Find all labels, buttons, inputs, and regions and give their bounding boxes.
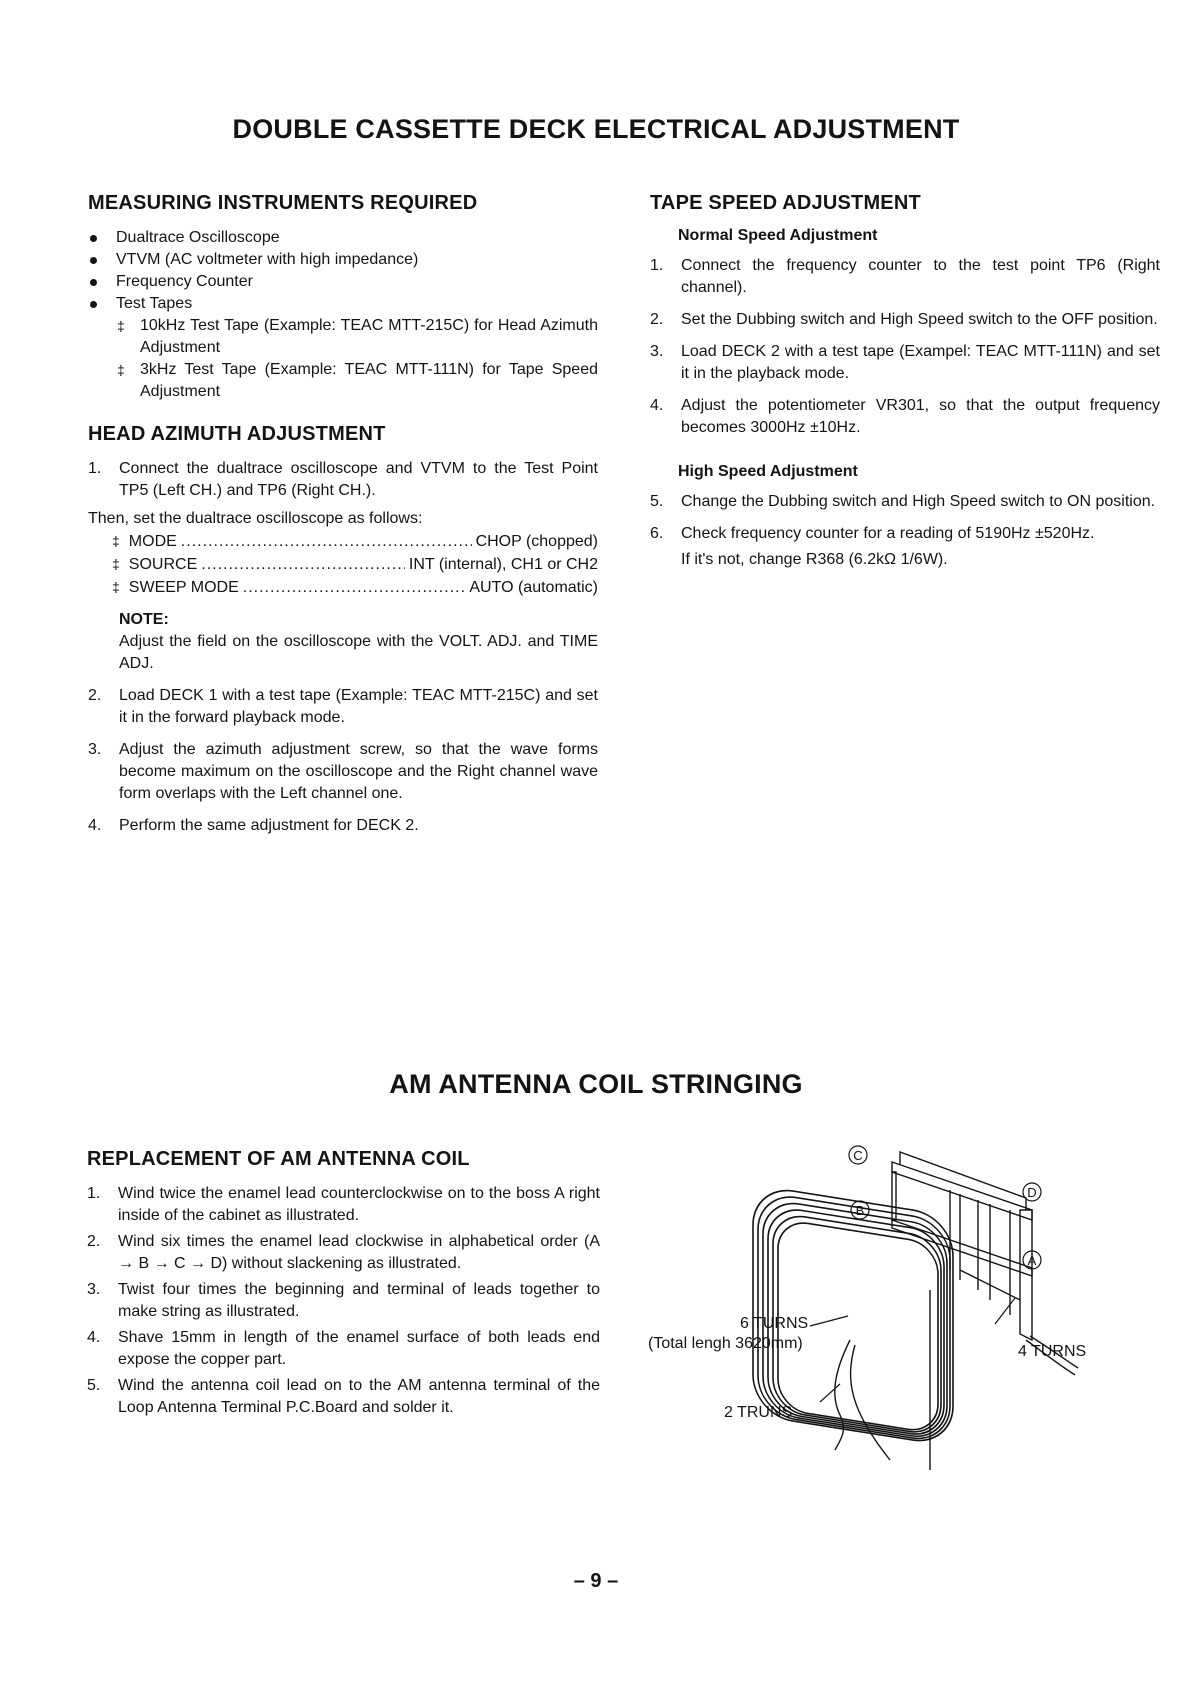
high-speed-note: If it's not, change R368 (6.2kΩ 1/6W). — [681, 551, 948, 568]
step-text: Change the Dubbing switch and High Speed switch to ON position. — [681, 493, 1156, 510]
test-tape-list — [116, 315, 598, 403]
list-item — [87, 1327, 600, 1371]
then-text: Then, set the dualtrace oscilloscope as follows: — [88, 510, 423, 527]
step-number: 1. — [88, 460, 102, 477]
step-number: 5. — [87, 1377, 101, 1394]
list-item — [88, 815, 598, 837]
leader-lines — [810, 1298, 1015, 1402]
step-number: 1. — [87, 1185, 101, 1202]
leader-dots — [181, 531, 472, 553]
step-text: Load DECK 2 with a test tape (Exampel: TEAC MTT-111N) and set it in the playback mode. — [681, 343, 1160, 382]
list-item: Dualtrace Oscilloscope — [88, 227, 598, 249]
list-item — [650, 309, 1160, 331]
high-speed-heading: High Speed Adjustment — [678, 463, 858, 480]
step-text: Twist four times the beginning and terminal of leads together to make string as illustrated. — [118, 1281, 600, 1320]
mode-row — [112, 553, 598, 576]
mode-name: SWEEP MODE — [128, 579, 239, 596]
mode-value: INT (internal), CH1 or CH2 — [408, 556, 598, 573]
azimuth-steps — [88, 458, 598, 502]
list-item — [650, 523, 1160, 545]
page-number: – 9 – — [573, 1570, 619, 1592]
list-item: VTVM (AC voltmeter with high impedance) — [88, 249, 598, 271]
step-text: Connect the dualtrace oscilloscope and VTVM to the Test Point TP5 (Left CH.) and TP6 (Right CH.). — [119, 460, 598, 499]
label-a: A — [1027, 1253, 1037, 1268]
antenna-heading: REPLACEMENT OF AM ANTENNA COIL — [87, 1148, 470, 1170]
label-c: C — [853, 1148, 863, 1163]
step-text: Adjust the azimuth adjustment screw, so that the wave forms become maximum on the oscilloscope and the Right channel wave form overlaps with the Left channel one. — [119, 741, 598, 802]
azimuth-heading: HEAD AZIMUTH ADJUSTMENT — [88, 423, 386, 445]
step-number: 1. — [650, 257, 664, 274]
boss-d-label — [1023, 1183, 1041, 1201]
list-item — [88, 458, 598, 502]
step-number: 3. — [88, 741, 102, 758]
instrument-list — [88, 227, 598, 403]
section-title: AM ANTENNA COIL STRINGING — [389, 1069, 803, 1099]
boss-a-label — [1023, 1251, 1041, 1269]
list-item — [650, 395, 1160, 439]
two-turns-label: 2 TRUNS — [724, 1404, 793, 1421]
mode-row — [112, 576, 598, 599]
antenna-coil-diagram — [648, 1140, 1160, 1490]
list-item — [650, 491, 1160, 513]
oscilloscope-modes — [112, 530, 598, 599]
left-column — [88, 192, 598, 847]
normal-speed-steps — [650, 255, 1160, 439]
mode-row — [112, 530, 598, 553]
antenna-steps — [87, 1183, 600, 1419]
step-text: Connect the frequency counter to the test point TP6 (Right channel). — [681, 257, 1160, 296]
step-number: 5. — [650, 493, 664, 510]
total-length-label: (Total lengh 3620mm) — [648, 1335, 803, 1352]
note-text: Adjust the field on the oscilloscope with the VOLT. ADJ. and TIME ADJ. — [119, 633, 598, 672]
list-item: Frequency Counter — [88, 271, 598, 293]
note-label: NOTE: — [119, 611, 169, 628]
speed-heading: TAPE SPEED ADJUSTMENT — [650, 192, 921, 214]
mode-value: AUTO (automatic) — [469, 579, 598, 596]
step-text: Check frequency counter for a reading of 5190Hz ±520Hz. — [681, 525, 1095, 542]
high-speed-steps — [650, 491, 1160, 545]
mode-name: MODE — [128, 533, 177, 550]
list-item — [650, 255, 1160, 299]
dagger-icon: ‡ — [112, 579, 120, 595]
step-text: Wind twice the enamel lead counterclockwise on to the boss A right inside of the cabinet as illustrated. — [118, 1185, 600, 1224]
right-column — [650, 192, 1160, 571]
step-text: Wind the antenna coil lead on to the AM antenna terminal of the Loop Antenna Terminal P.C.Board and solder it. — [118, 1377, 600, 1416]
leader-dots — [201, 554, 405, 576]
list-item — [87, 1279, 600, 1323]
step-number: 3. — [87, 1281, 101, 1298]
antenna-column — [87, 1148, 600, 1423]
list-item — [87, 1375, 600, 1419]
step-number: 2. — [87, 1233, 101, 1250]
lead-wires — [835, 1290, 1078, 1470]
step-number: 4. — [88, 817, 102, 834]
label-b: B — [855, 1203, 865, 1218]
four-turns-label: 4 TURNS — [1018, 1343, 1087, 1360]
step-text: Perform the same adjustment for DECK 2. — [119, 817, 419, 834]
list-item — [87, 1183, 600, 1227]
step-number: 2. — [88, 687, 102, 704]
step-number: 3. — [650, 343, 664, 360]
azimuth-steps-cont — [88, 685, 598, 837]
step-number: 4. — [87, 1329, 101, 1346]
list-item — [88, 293, 598, 403]
page-title: DOUBLE CASSETTE DECK ELECTRICAL ADJUSTMENT — [232, 114, 960, 144]
step-text: Adjust the potentiometer VR301, so that the output frequency becomes 3000Hz ±10Hz. — [681, 397, 1160, 436]
mode-name: SOURCE — [128, 556, 198, 573]
list-item — [650, 341, 1160, 385]
step-text: Wind six times the enamel lead clockwise in alphabetical order (A → B → C → D) without slackening as illustrated. — [118, 1233, 600, 1272]
mode-value: CHOP (chopped) — [475, 533, 598, 550]
list-item — [88, 739, 598, 805]
list-item — [87, 1231, 600, 1275]
step-text: Set the Dubbing switch and High Speed switch to the OFF position. — [681, 311, 1158, 328]
antenna-frame — [892, 1152, 1032, 1340]
step-text: Load DECK 1 with a test tape (Example: TEAC MTT-215C) and set it in the forward playback mode. — [119, 687, 598, 726]
dagger-icon: ‡ — [112, 533, 120, 549]
measuring-heading: MEASURING INSTRUMENTS REQUIRED — [88, 192, 478, 214]
step-number: 2. — [650, 311, 664, 328]
step-number: 4. — [650, 397, 664, 414]
boss-b-label — [851, 1201, 869, 1219]
six-turns-label: 6 TURNS — [740, 1315, 809, 1332]
step-number: 6. — [650, 525, 664, 542]
boss-c-label — [849, 1146, 867, 1164]
list-item — [88, 685, 598, 729]
leader-dots — [243, 577, 466, 599]
list-item: ‡ 10kHz Test Tape (Example: TEAC MTT-215C) for Head Azimuth Adjustment — [116, 315, 598, 359]
step-text: Shave 15mm in length of the enamel surface of both leads end expose the copper part. — [118, 1329, 600, 1368]
dagger-icon: ‡ — [112, 556, 120, 572]
label-d: D — [1027, 1185, 1037, 1200]
list-item-label: Test Tapes — [116, 295, 193, 312]
normal-speed-heading: Normal Speed Adjustment — [678, 227, 878, 244]
list-item: ‡ 3kHz Test Tape (Example: TEAC MTT-111N) for Tape Speed Adjustment — [116, 359, 598, 403]
